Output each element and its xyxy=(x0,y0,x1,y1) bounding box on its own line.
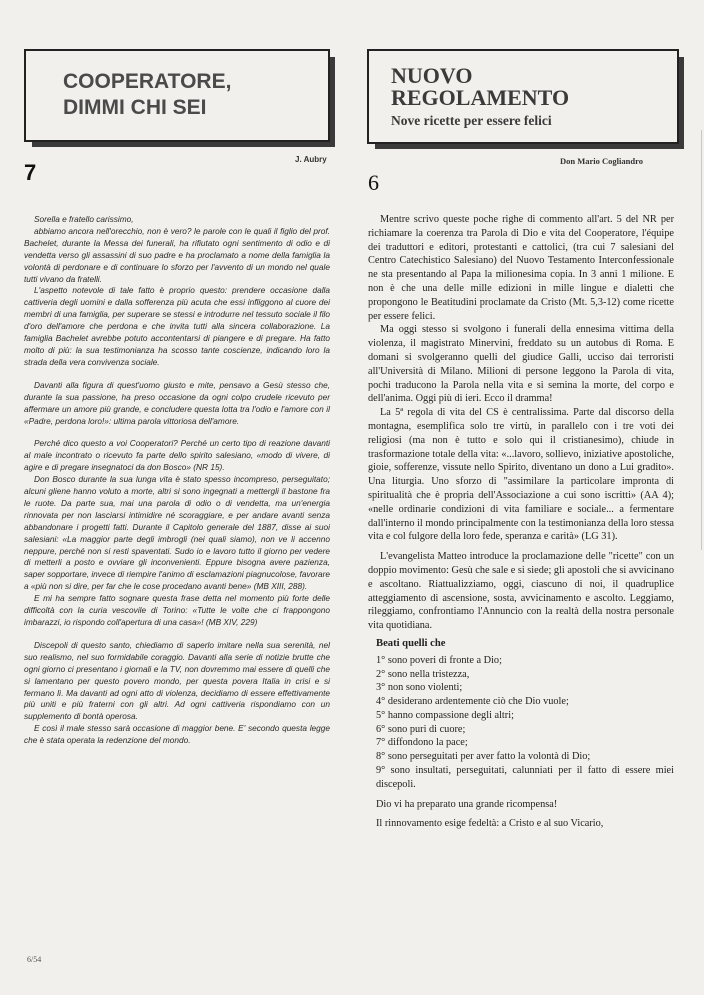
left-paragraph: Discepoli di questo santo, chiediamo di saperlo imitare nella sua serenità, nel suo realismo, nel suo formidabile coraggio. Davanti alla serie di notizie brutte che ogni giorno ci presentano i giornali e la TV, non dovremmo mai essere di quelli che si lamentano per questo povero mondo, per questa povera Italia in crisi e si fermano lì. Ma davanti ad ogni atto di violenza, decidiamo di essere effettivamente più uniti e più fraterni con gli altri. Ad ogni cattiveria rispondiamo con un supplemento di bontà operosa. xyxy=(24,639,330,722)
left-title-line1: COOPERATORE, xyxy=(63,70,232,93)
right-paragraph: L'evangelista Matteo introduce la proclamazione delle "ricette" con un doppio movimento: Gesù che sale e si siede; gli apostoli che si avvicinano e ascoltano. Riattualizziamo, oggi, ciascuno di noi, il quadruplice atteggiamento di ascensione, sosta, avvicinamento e ascolto. Leggiamo, rileggiamo, confrontiamo l'Annuncio con la realtà della nostra personale vita quotidiana. xyxy=(368,551,674,632)
beatitude-item: 6° sono puri di cuore; xyxy=(376,723,466,735)
beatitude-item: 8° sono perseguitati per aver fatto la volontà di Dio; xyxy=(376,751,591,763)
right-paragraph: Mentre scrivo queste poche righe di commento all'art. 5 del NR per richiamare la coerenza tra Parola di Dio e vita del Cooperatore, l'équipe dei traduttori e editori, protestanti e cattolici, (tra cui 7 salesiani del Centro Catechistico Salesiano) del Nuovo Testamento Interconfessionale ne sta presentando al Papa la milionesima copia. In 3 anni 1 milione. E non è che una delle mille edizioni in mille lingue e dialetti che propongono le Beatitudini proclamate da Cristo (Mt. 5,3-12) come ricette per essere felici. xyxy=(368,214,674,322)
left-paragraph: Don Bosco durante la sua lunga vita è stato spesso incompreso, perseguitato; alcuni gliene hanno voluto a morte, altri si sono ingegnati a mettergli il bastone fra le ruote. Da parte sua, mai una parola di odio o di vendetta, ma un'energia rinnovata per non lasciarsi intimidire né scoraggiare, e per andare avanti senza abbandonare i progetti fatti. Durante il Capitolo generale del 1887, disse ai suoi salesiani: «La maggior parte degli imbrogli (nei quali siamo), non ve li accenno neppure, perché non si resti spaventati. Sudo io e lavoro tutto il giorno per vedere di metterli a posto e ovviare gli inconvenienti. Eppure bisogna avere pazienza, saper sopportare, invece di riempire l'animo di esclamazioni piagnucolose, favorare a «più non si dire, per far che le cose procedano avanti bene» (MB XIII, 288). xyxy=(24,474,330,592)
beatitudes-list xyxy=(368,654,674,792)
page-edge-divider xyxy=(701,130,702,550)
left-paragraph: abbiamo ancora nell'orecchio, non è vero? le parole con le quali il figlio del prof. Bachelet, durante la Messa dei funerali, ha rifiutato ogni sentimento di odio e di vendetta verso gli assassini di suo padre e ha proclamato a nome della famiglia la volontà di perdonare e di continuare lo sforzo per l'avvento di un mondo nel quale tutti vivano da fratelli. xyxy=(24,225,330,284)
left-article-body xyxy=(24,214,330,747)
left-paragraph: Sorella e fratello carissimo, xyxy=(34,214,134,224)
right-paragraph: La 5ª regola di vita del CS è centralissima. Parte dal discorso della montagna, esemplifica solo tre virtù, in parallelo con i tre voti dei religiosi (ma non è tutto e solo qui il cristianesimo), chiude in trasformazione totale della vita: «...lavoro, sollievo, iniziative apostoliche, gioie, sofferenze, vissute nello Spirito, diventano un dono a Lui gradito». Una liturgia. Uno sforzo di "assimilare la particolare impronta di spiritualità che è propria dell'Associazione a cui sono iscritti» (AA 4); «nelle ordinarie condizioni di vita familiare e sociale... a fermentare dall'interno il mondo principalmente con la testimonianza della loro stessa vita e col fulgore della loro fede, speranza e carità» (LG 31). xyxy=(368,407,674,543)
left-author: J. Aubry xyxy=(295,155,327,164)
right-title-line1: NUOVO xyxy=(391,63,473,88)
right-title-box xyxy=(367,49,679,144)
right-article-title xyxy=(391,65,671,109)
left-paragraph: E mi ha sempre fatto sognare questa frase detta nel momento più forte delle difficoltà con la curia vescovile di Torino: «Tutte le volte che ci frappongono imbarazzi, io rispondo coll'apertura di una casa»! (MB XIV, 229) xyxy=(24,593,330,627)
beatitude-item: 4° desiderano ardentemente ciò che Dio vuole; xyxy=(376,696,569,708)
right-closing-line: Il rinnovamento esige fedeltà: a Cristo e al suo Vicario, xyxy=(376,818,604,830)
left-paragraph: E così il male stesso sarà occasione di maggior bene. E' secondo questa legge che è stata operata la redenzione del mondo. xyxy=(24,723,330,746)
left-title-box xyxy=(24,49,330,142)
beatitude-item: 7° diffondono la pace; xyxy=(376,737,468,749)
right-author: Don Mario Cogliandro xyxy=(560,156,643,166)
right-page-number: 6 xyxy=(368,170,379,195)
left-article-title xyxy=(63,69,323,121)
right-title-line2: REGOLAMENTO xyxy=(391,85,570,110)
right-paragraph: Ma oggi stesso si svolgono i funerali della ennesima vittima della violenza, il magistrato Minervini, freddato su un autobus di Roma. E domani si svolgeranno quelli del giudice Galli, ucciso dai terroristi all'Università di Milano. Milioni di persone leggono la Parola di vita, pochi traducono la Parola nella vita e si semina la morte, del corpo e dell'anima. Oggi più di ieri. Ecco il dramma! xyxy=(368,324,674,405)
right-closing-line: Dio vi ha preparato una grande ricompensa! xyxy=(376,798,558,810)
left-paragraph: Davanti alla figura di quest'uomo giusto e mite, pensavo a Gesù stesso che, durante la sua passione, ha preso occasione da ogni colpo crudele ricevuto per affermare un amore più grande, e concludere questa lotta tra l'odio e l'amore con il «Padre, perdona loro!»: ultima parola vittoriosa dell'amore. xyxy=(24,379,330,426)
beatitude-item: 5° hanno compassione degli altri; xyxy=(376,709,514,721)
footer-page-ref: 6/54 xyxy=(27,955,42,964)
left-paragraph: L'aspetto notevole di tale fatto è proprio questo: prendere occasione dalla cattiveria degli uomini e dalla sofferenza più acuta che essi infliggono al cuore dei membri di una famiglia, per superare se stessi e introdurre nel tessuto sociale il filo d'oro dell'amore che perdona e che invita tutti alla sincera collaborazione. La famiglia Bachelet avrebbe potuto accontentarsi di piangere e di pregare. Ha fatto molto di più: la sua testimonianza ha scosso tante coscienze, indicando loro la strada della vera convivenza sociale. xyxy=(24,285,330,367)
beatitude-item: 1° sono poveri di fronte a Dio; xyxy=(376,654,502,666)
beatitude-item: 3° non sono violenti; xyxy=(376,682,463,694)
left-paragraph: Perché dico questo a voi Cooperatori? Perché un certo tipo di reazione davanti al male incontrato o ricevuto fa parte dello spirito salesiano, «modo di vivere, di agire e di pregare insegnatoci da don Bosco» (NR 15). xyxy=(24,438,330,473)
beatitudes-heading: Beati quelli che xyxy=(376,637,446,649)
right-article-subtitle: Nove ricette per essere felici xyxy=(391,113,552,128)
left-page-number: 7 xyxy=(24,160,37,185)
left-title-line2: DIMMI CHI SEI xyxy=(63,96,207,119)
beatitude-item: 2° sono nella tristezza, xyxy=(376,668,470,680)
beatitude-item: 9° sono insultati, perseguitati, calunniati per il fatto di essere miei discepoli. xyxy=(376,765,674,790)
right-article-body xyxy=(368,213,674,831)
